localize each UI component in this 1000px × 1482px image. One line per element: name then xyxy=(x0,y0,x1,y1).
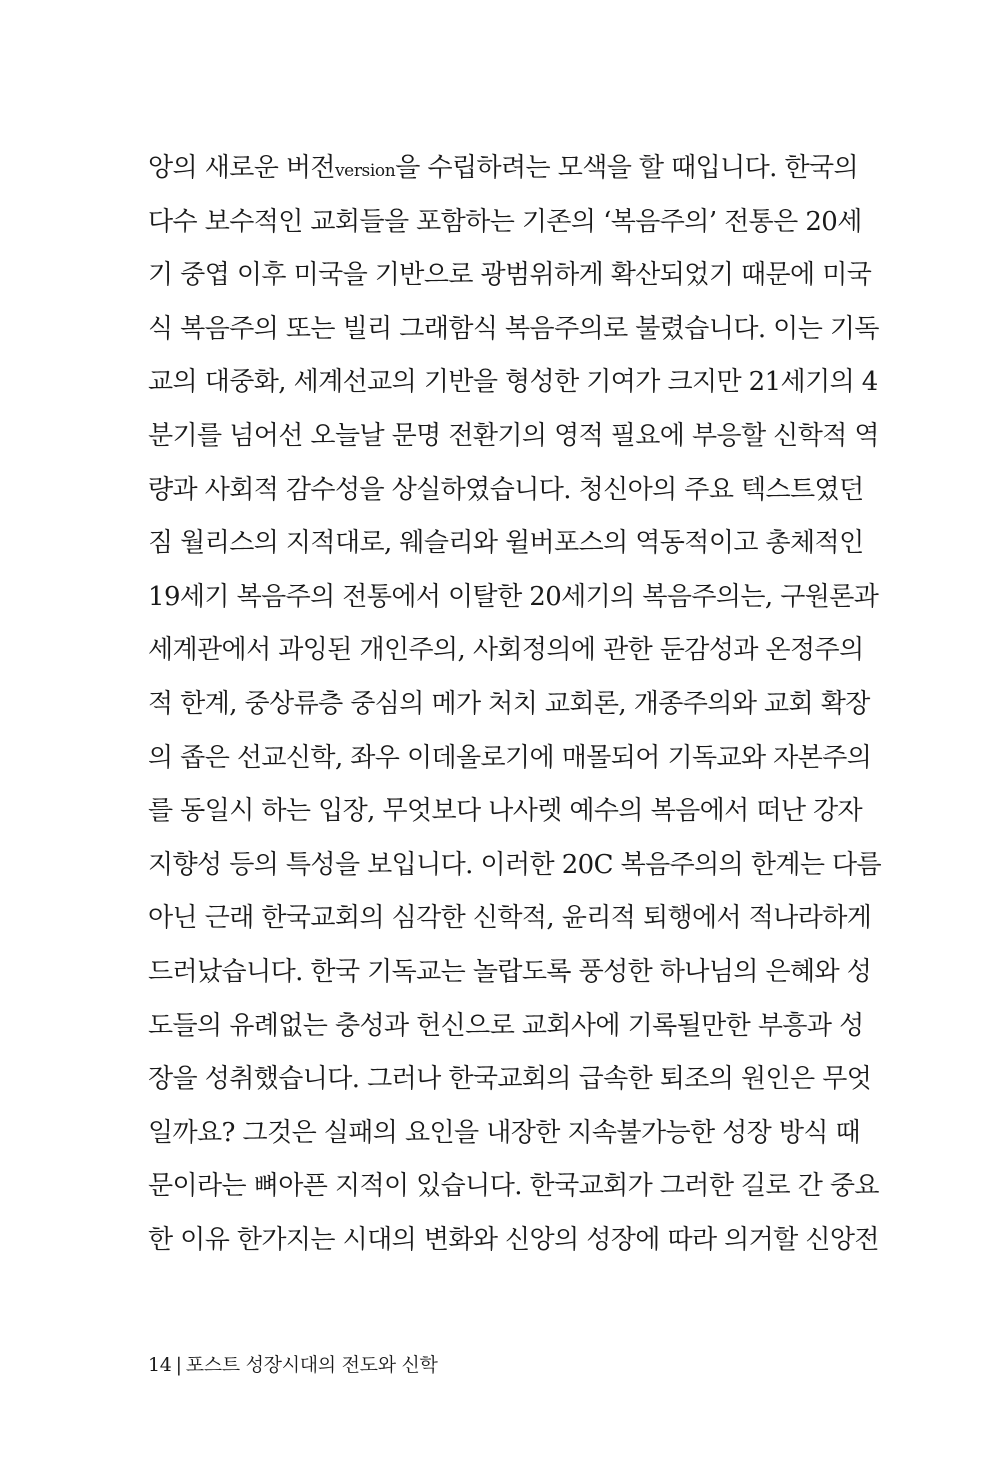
footer-separator: | xyxy=(175,1354,182,1376)
text-line xyxy=(148,143,859,197)
text-line: 분기를 넘어선 오늘날 문명 전환기의 영적 필요에 부응할 신학적 역 xyxy=(148,420,879,451)
body-paragraph xyxy=(148,143,882,1268)
running-title: 포스트 성장시대의 전도와 신학 xyxy=(185,1354,438,1376)
text-line: 적 한계, 중상류층 중심의 메가 처치 교회론, 개종주의와 교회 확장 xyxy=(148,688,870,719)
text-line: 일까요? 그것은 실패의 요인을 내장한 지속불가능한 성장 방식 때 xyxy=(148,1117,861,1148)
text-line: 식 복음주의 또는 빌리 그래함식 복음주의로 불렸습니다. 이는 기독 xyxy=(148,313,879,344)
text-line: 도들의 유례없는 충성과 헌신으로 교회사에 기록될만한 부흥과 성 xyxy=(148,1010,864,1041)
text-line-part: 앙의 새로운 버전 xyxy=(148,153,335,183)
text-line: 기 중엽 이후 미국을 기반으로 광범위하게 확산되었기 때문에 미국 xyxy=(148,260,872,291)
text-line: 장을 성취했습니다. 그러나 한국교회의 급속한 퇴조의 원인은 무엇 xyxy=(148,1064,872,1095)
english-gloss: version xyxy=(334,161,396,181)
text-line: 아닌 근래 한국교회의 심각한 신학적, 윤리적 퇴행에서 적나라하게 xyxy=(148,903,872,934)
text-line: 세계관에서 과잉된 개인주의, 사회정의에 관한 둔감성과 온정주의 xyxy=(148,635,864,666)
text-line: 를 동일시 하는 입장, 무엇보다 나사렛 예수의 복음에서 떠난 강자 xyxy=(148,796,863,827)
page-footer xyxy=(148,1350,438,1380)
text-line-part: 을 수립하려는 모색을 할 때입니다. 한국의 xyxy=(395,153,859,183)
text-line: 의 좁은 선교신학, 좌우 이데올로기에 매몰되어 기독교와 자본주의 xyxy=(148,742,872,773)
text-line: 량과 사회적 감수성을 상실하였습니다. 청신아의 주요 텍스트였던 xyxy=(148,474,864,505)
text-line: 19세기 복음주의 전통에서 이탈한 20세기의 복음주의는, 구원론과 xyxy=(148,581,879,612)
text-line: 드러났습니다. 한국 기독교는 놀랍도록 풍성한 하나님의 은혜와 성 xyxy=(148,956,872,987)
page-number: 14 xyxy=(148,1354,172,1376)
text-line: 지향성 등의 특성을 보입니다. 이러한 20C 복음주의의 한계는 다름 xyxy=(148,849,882,880)
text-line: 짐 월리스의 지적대로, 웨슬리와 윌버포스의 역동적이고 총체적인 xyxy=(148,528,864,559)
text-line: 교의 대중화, 세계선교의 기반을 형성한 기여가 크지만 21세기의 4 xyxy=(148,367,878,398)
text-line: 한 이유 한가지는 시대의 변화와 신앙의 성장에 따라 의거할 신앙전 xyxy=(148,1224,879,1255)
text-line: 문이라는 뼈아픈 지적이 있습니다. 한국교회가 그러한 길로 간 중요 xyxy=(148,1171,879,1202)
text-line: 다수 보수적인 교회들을 포함하는 기존의 ‘복음주의’ 전통은 20세 xyxy=(148,206,862,237)
